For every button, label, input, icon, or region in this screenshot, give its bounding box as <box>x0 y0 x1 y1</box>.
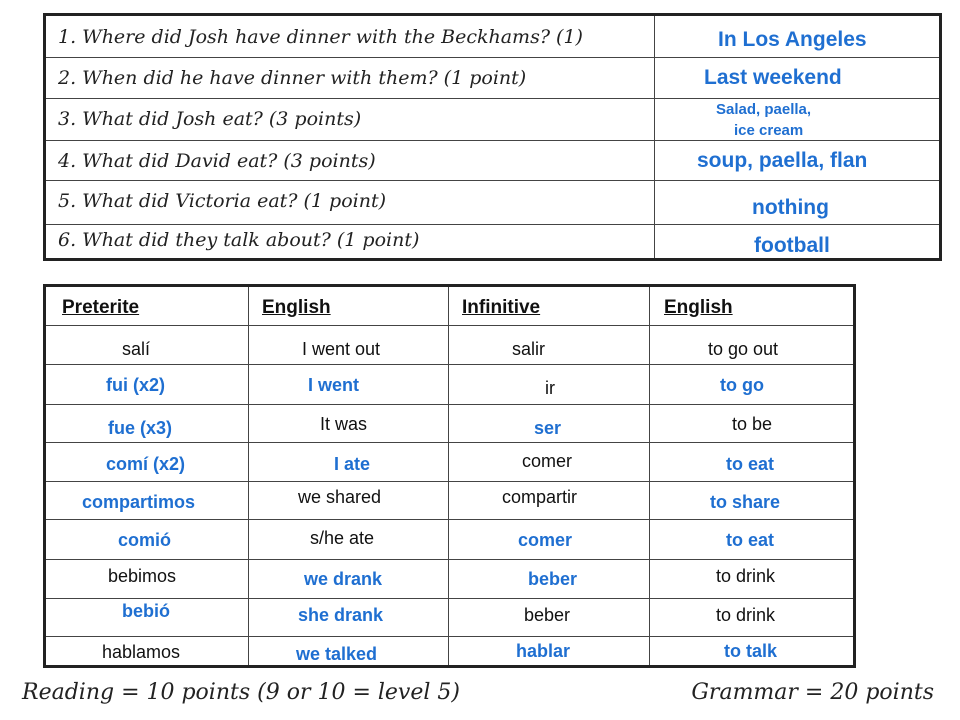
answer-text: soup, paella, flan <box>697 149 868 172</box>
question-row <box>46 16 939 58</box>
english-cell: to drink <box>716 605 776 625</box>
preterite-cell: bebió <box>122 601 170 621</box>
reading-questions-table <box>43 13 942 261</box>
answer-text: nothing <box>752 196 829 219</box>
english-cell: I went <box>308 375 360 395</box>
infinitive-cell: comer <box>522 451 573 471</box>
row-divider <box>46 636 853 637</box>
row-divider <box>46 325 853 326</box>
question-text: 5. What did Victoria eat? (1 point) <box>58 190 387 212</box>
reading-score-note: Reading = 10 points (9 or 10 = level 5) <box>22 680 460 705</box>
row-divider <box>46 442 853 443</box>
row-divider <box>46 404 853 405</box>
english-cell: I went out <box>302 339 381 359</box>
column-divider <box>248 287 249 665</box>
answer-text: In Los Angeles <box>718 28 867 51</box>
row-divider <box>46 598 853 599</box>
english-cell: we drank <box>304 569 383 589</box>
question-row <box>46 140 939 181</box>
english-cell: she drank <box>298 605 384 625</box>
question-row <box>46 180 939 225</box>
infinitive-cell: beber <box>528 569 578 589</box>
question-text: 4. What did David eat? (3 points) <box>58 150 376 172</box>
question-row <box>46 224 939 261</box>
preterite-cell: hablamos <box>102 642 181 662</box>
answer-text: Last weekend <box>704 66 842 89</box>
english-cell: s/he ate <box>310 528 375 548</box>
row-divider <box>46 364 853 365</box>
infinitive-cell: comer <box>518 530 573 550</box>
english-cell: to eat <box>726 530 775 550</box>
grammar-score-note: Grammar = 20 points <box>691 680 934 705</box>
row-divider <box>46 559 853 560</box>
english-cell: I ate <box>334 454 371 474</box>
preterite-cell: fui (x2) <box>106 375 166 395</box>
header-english: English <box>664 297 733 318</box>
english-cell: to go <box>720 375 764 395</box>
infinitive-cell: hablar <box>516 641 571 661</box>
english-cell: to eat <box>726 454 775 474</box>
column-divider <box>448 287 449 665</box>
english-cell: to talk <box>724 641 778 661</box>
infinitive-cell: beber <box>524 605 571 625</box>
preterite-cell: compartimos <box>82 492 196 512</box>
english-cell: to go out <box>708 339 779 359</box>
answer-text-line1: Salad, paella, <box>716 101 812 118</box>
infinitive-cell: compartir <box>502 487 578 507</box>
header-english: English <box>262 297 331 318</box>
row-divider <box>46 481 853 482</box>
question-row <box>46 98 939 141</box>
preterite-cell: comió <box>118 530 172 550</box>
english-cell: to be <box>732 414 773 434</box>
english-cell: we shared <box>298 487 382 507</box>
preterite-cell: bebimos <box>108 566 177 586</box>
preterite-cell: comí (x2) <box>106 454 186 474</box>
answer-text: football <box>754 234 830 257</box>
english-cell: we talked <box>296 644 378 664</box>
answer-text-line2: ice cream <box>734 122 804 139</box>
english-cell: to share <box>710 492 781 512</box>
preterite-cell: salí <box>122 339 151 359</box>
preterite-cell: fue (x3) <box>108 418 173 438</box>
english-cell: to drink <box>716 566 776 586</box>
infinitive-cell: ser <box>534 418 562 438</box>
header-preterite: Preterite <box>62 297 140 318</box>
column-divider <box>649 287 650 665</box>
infinitive-cell: salir <box>512 339 546 359</box>
question-text: 6. What did they talk about? (1 point) <box>58 229 420 251</box>
row-divider <box>46 519 853 520</box>
infinitive-cell: ir <box>545 378 555 398</box>
question-text: 3. What did Josh eat? (3 points) <box>58 108 362 130</box>
question-text: 1. Where did Josh have dinner with the Beckhams? (1) <box>58 26 583 48</box>
question-row <box>46 57 939 99</box>
question-text: 2. When did he have dinner with them? (1 point) <box>58 67 527 89</box>
english-cell: It was <box>320 414 368 434</box>
grammar-verb-table <box>43 284 856 668</box>
header-infinitive: Infinitive <box>462 297 541 318</box>
